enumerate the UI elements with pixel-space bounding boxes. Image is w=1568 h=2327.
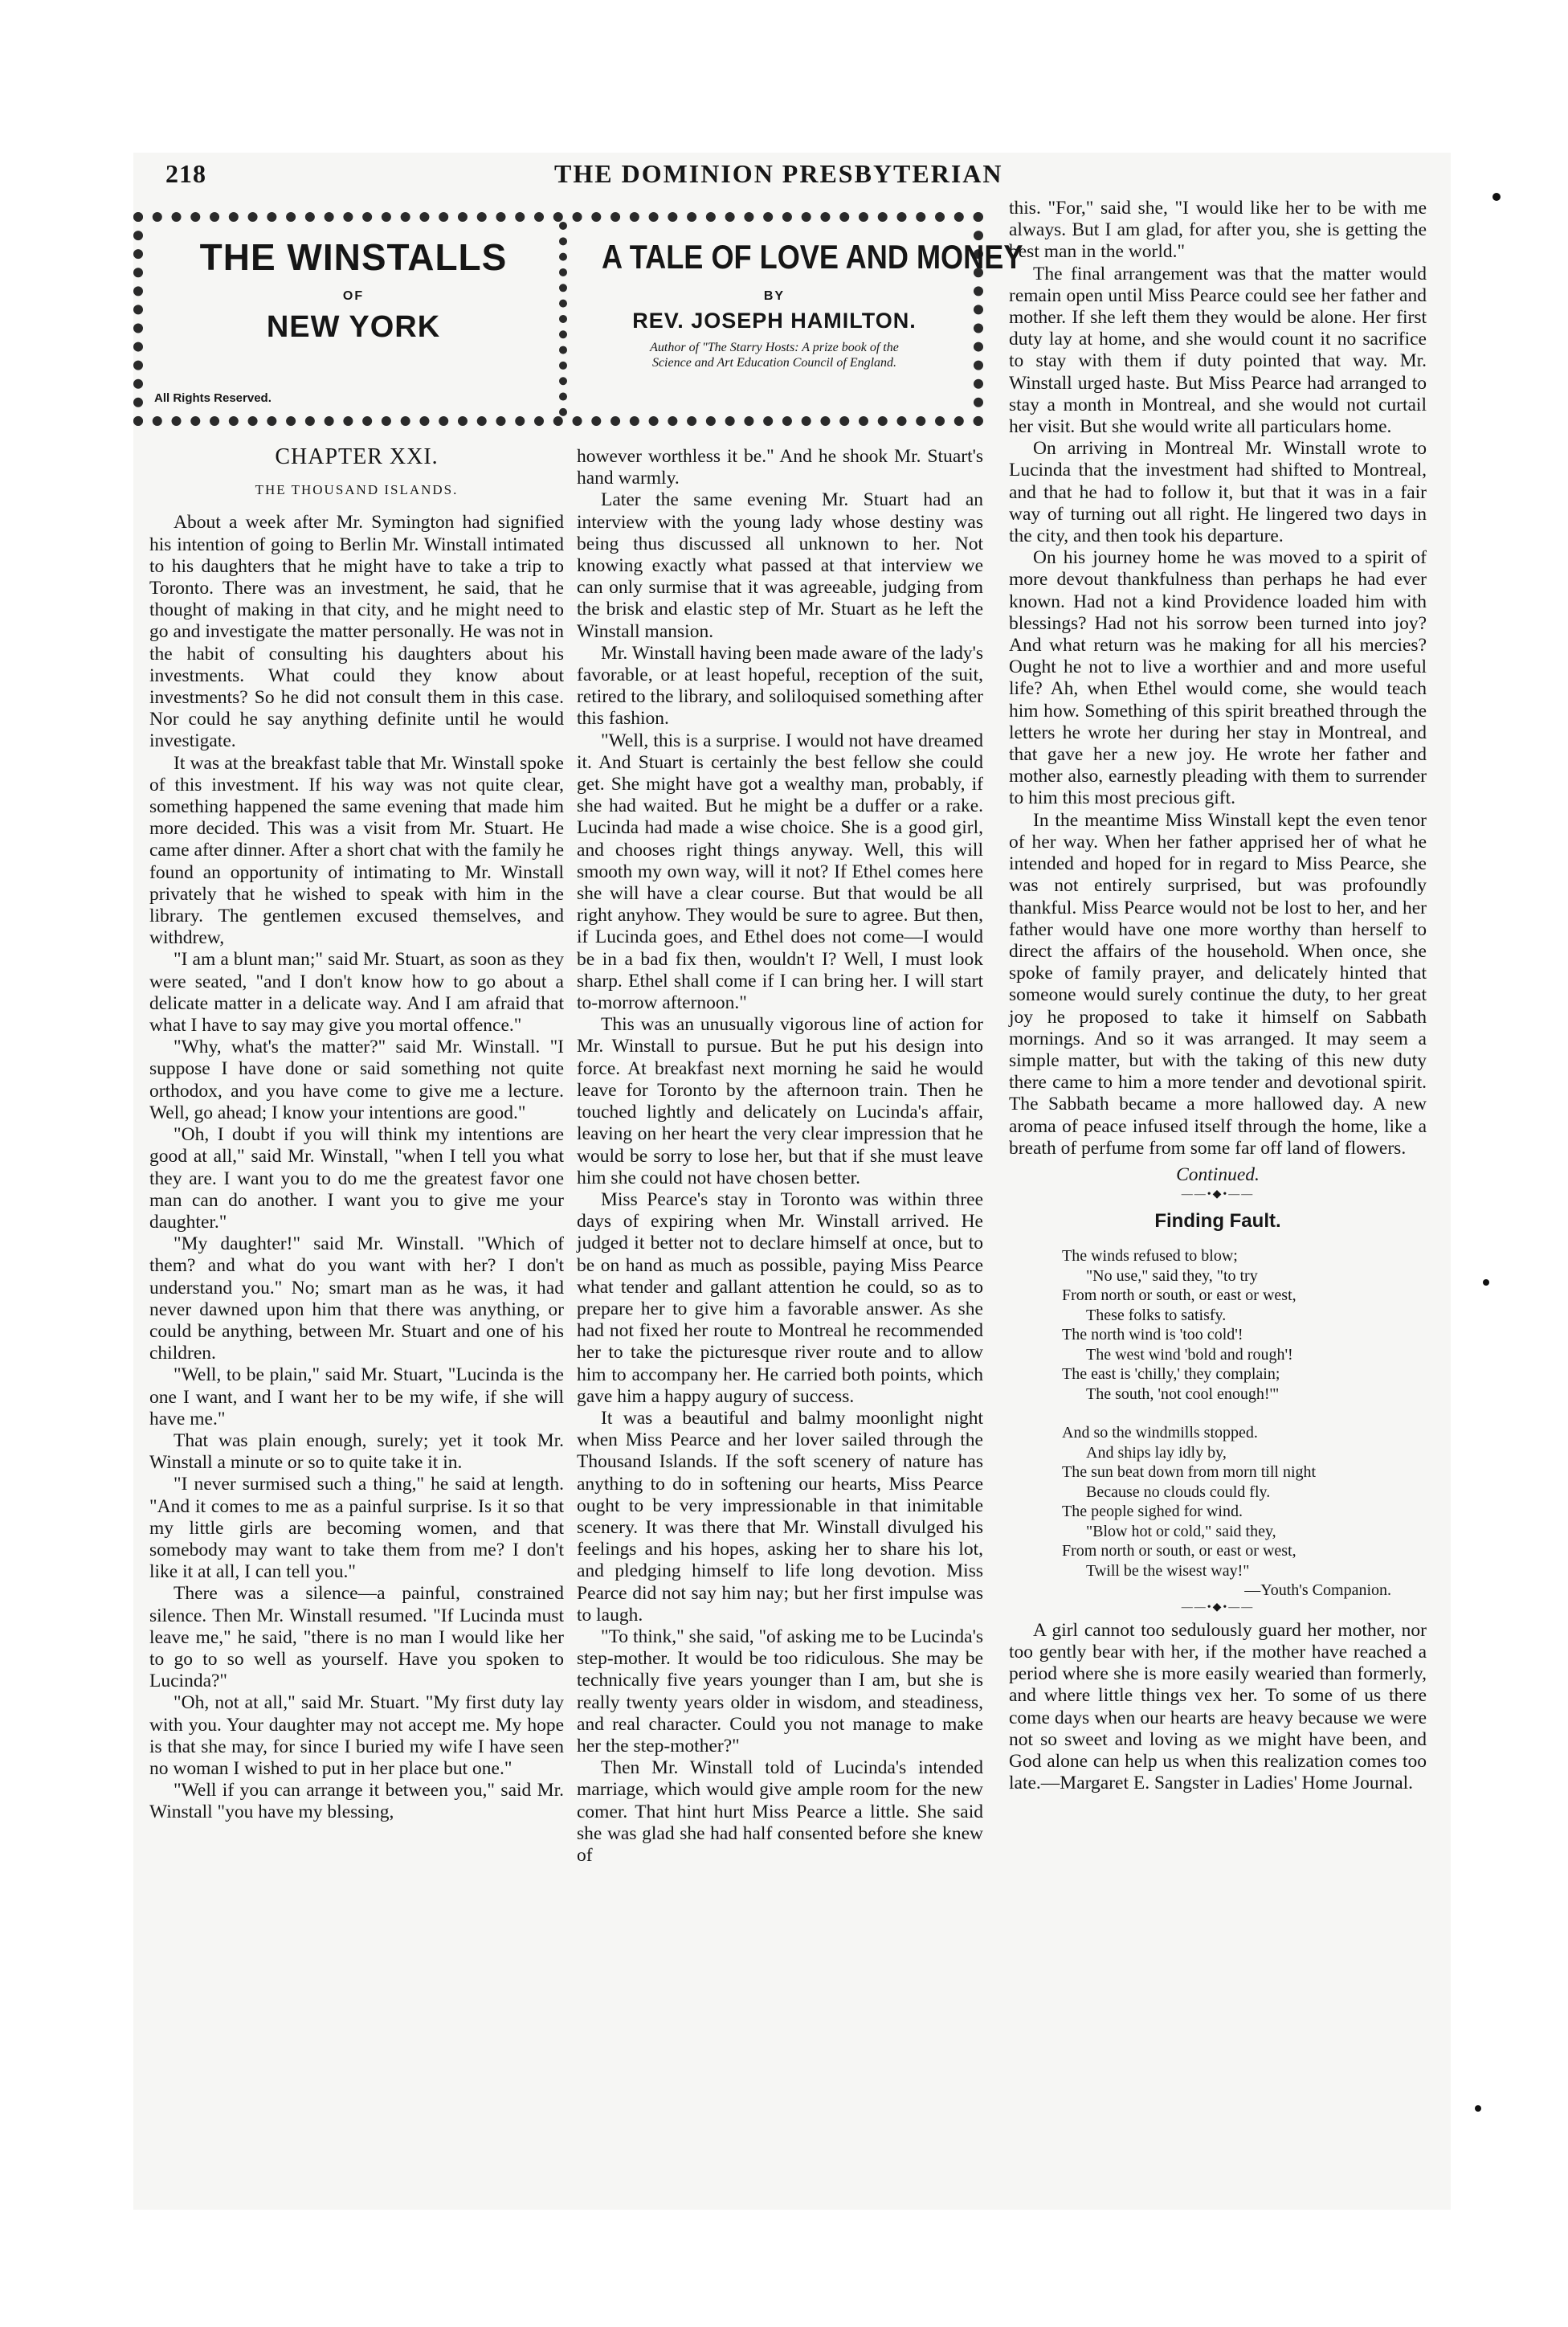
- poem-line: The people sighed for wind.: [1062, 1503, 1243, 1521]
- banner-credit-line: Author of "The Starry Hosts: A prize book of the: [650, 341, 899, 354]
- poem-line: The west wind 'bold and rough'!: [1086, 1345, 1293, 1364]
- paragraph: this. "For," said she, "I would like her to be with me always. But I am glad, for after you, she is getting the best man in the world.": [1009, 198, 1427, 263]
- poem-line: The south, 'not cool enough!'": [1086, 1384, 1280, 1403]
- paragraph: "Oh, I doubt if you will think my intentions are good at all," said Mr. Winstall, "when I tell you what they are. I want you to do me the greatest favor one man can do another. I want you to give me your daughter.": [149, 1124, 564, 1233]
- paragraph: "Oh, not at all," said Mr. Stuart. "My first duty lay with you. Your daughter may not accept me. My hope is that she may, for since I buried my wife I have seen no woman I wished to put in her place but one.": [149, 1692, 564, 1779]
- paragraph: "Well, to be plain," said Mr. Stuart, "Lucinda is the one I want, and I want her to be my wife, if she will have me.": [149, 1364, 564, 1429]
- banner-of: OF: [342, 289, 365, 303]
- poem-credit: —Youth's Companion.: [1244, 1581, 1391, 1600]
- paragraph: It was a beautiful and balmy moonlight night when Miss Pearce and her lover sailed through the Thousand Islands. If the soft scenery of nature has anything to do in softening our hearts, Miss Pearce ought to be very impressionable in that inimitable scenery. It was there that Mr. Winstall divulged his feelings and his hopes, asking her to share his lot, and pledging himself to life long devotion. Miss Pearce did not say him nay; but her first impulse was to laugh.: [577, 1407, 983, 1626]
- paragraph: "Why, what's the matter?" said Mr. Winstall. "I suppose I have done or said something not quite orthodox, and you have come to give me a lecture. Well, go ahead; I know your intentions are good.": [149, 1037, 564, 1123]
- paragraph: Then Mr. Winstall told of Lucinda's intended marriage, which would give ample room for the new comer. That hint hurt Miss Pearce a little. She said she was glad she had half consented before she knew of: [577, 1757, 983, 1866]
- paragraph: There was a silence—a painful, constrained silence. Then Mr. Winstall resumed. "If Lucinda must leave me," he said, "there is no man I would like her to go to so well as yourself. Have you spoken to Lucinda?": [149, 1583, 564, 1692]
- ornament-divider: ——•◆•——: [1181, 1601, 1255, 1613]
- banner-title: THE WINSTALLS: [199, 236, 508, 278]
- banner-rights: All Rights Reserved.: [154, 391, 272, 405]
- banner-credit: [574, 340, 975, 370]
- paragraph: "I am a blunt man;" said Mr. Stuart, as soon as they were seated, "and I don't know how to go about a delicate matter in a delicate way. And I am afraid that what I have to say may give you mortal offence.": [149, 949, 564, 1037]
- poem-line: Twill be the wisest way!": [1086, 1561, 1250, 1580]
- poem-line: The winds refused to blow;: [1062, 1247, 1238, 1266]
- banner-subtitle: NEW YORK: [266, 310, 441, 344]
- print-speck: [1492, 193, 1501, 201]
- paragraph: however worthless it be." And he shook Mr. Stuart's hand warmly.: [577, 446, 983, 489]
- print-speck: [1475, 2105, 1481, 2112]
- paragraph: The final arrangement was that the matter would remain open until Miss Pearce could see her father and mother. If she left them they would be alone. Her first duty lay at home, and she would count it no sacrifice to stay with them if duty pointed that way. Mr. Winstall urged haste. But Miss Pearce had arranged to stay a month in Montreal, and she would not curtail her visit. But she would write all particulars home.: [1009, 263, 1427, 438]
- paragraph: A girl cannot too sedulously guard her mother, nor too gently bear with her, if the mother have reached a period where she is more easily wearied than formerly, and where little things vex her. To some of us there come days when our hearts are heavy because we were not so sweet and loving as we might have been, and God alone can help us when this realization comes too late.—Margaret E. Sangster in Ladies' Home Journal.: [1009, 1619, 1427, 1794]
- banner-by: BY: [763, 289, 786, 303]
- continued-note: Continued.: [1176, 1164, 1260, 1185]
- paragraph: "Well if you can arrange it between you," said Mr. Winstall "you have my blessing,: [149, 1780, 564, 1823]
- print-speck: [1483, 1279, 1489, 1286]
- paragraph: In the meantime Miss Winstall kept the even tenor of her way. When her father apprised her of what he intended and hoped for in regard to Miss Pearce, she was not entirely surprised, but was profoundly thankful. Miss Pearce would not be lost to her, and her father would have one more worthy than herself to direct the affairs of the household. When once, she spoke of family prayer, and delicately hinted that someone would surely continue the duty, to her great joy he proposed to take it himself on Sabbath mornings. And so it was arranged. It may seem a simple matter, but with the taking of this new duty there came to him a more tender and devotional spirit. The Sabbath became a more hallowed day. A new aroma of peace infused itself through the home, like a breath of perfume from some far off land of flowers.: [1009, 809, 1427, 1159]
- paragraph: That was plain enough, surely; yet it took Mr. Winstall a minute or so to quite take it in.: [149, 1429, 564, 1474]
- poem-line: The east is 'chilly,' they complain;: [1062, 1365, 1280, 1384]
- banner-tagline: A TALE OF LOVE AND MONEY: [602, 238, 1023, 276]
- banner-credit-line: Science and Art Education Council of England.: [651, 356, 897, 370]
- column-1: [149, 446, 564, 1824]
- banner-byline-block: [574, 236, 1023, 370]
- paragraph: "I never surmised such a thing," he said at length. "And it comes to me as a painful surprise. Is it so that my little girls are becoming women, and that somebody may want to take them from me? I don't like it at all, I can tell you.": [149, 1474, 564, 1583]
- banner-title-block: [154, 236, 553, 345]
- paragraph: Mr. Winstall having been made aware of the lady's favorable, or at least hopeful, reception of the suit, retired to the library, and soliloquised something after this fashion.: [577, 642, 983, 730]
- poem-line: The north wind is 'too cold'!: [1062, 1326, 1243, 1344]
- column-2: [577, 446, 983, 1867]
- poem-line: These folks to satisfy.: [1086, 1306, 1227, 1324]
- poem-line: From north or south, or east or west,: [1062, 1542, 1296, 1560]
- paragraph: On his journey home he was moved to a spirit of more devout thankfulness than perhaps he had ever known. Had not a kind Providence loaded him with blessings? Had not his sorrow been turned into joy? And what return was he making for all his mercies? Ought he not to live a worthier and and more useful life? Ah, when Ethel would come, she would teach him how. Something of this spirit breathed through the letters he wrote her during her stay in Montreal, and that gave her a new joy. He wrote her father and mother also, earnestly pleading with them to surrender to him this most precious gift.: [1009, 547, 1427, 809]
- paragraph: "Well, this is a surprise. I would not have dreamed it. And Stuart is certainly the best fellow she could get. She might have got a wealthy man, probably, if she had waited. But he might be a duffer or a rake. Lucinda had made a wise choice. She is a good girl, and chooses right things anyway. Well, this will smooth my own way, will it not? If Ethel comes here she will have a clear course. But that would be all right anyhow. They would be sure to agree. But then, if Lucinda goes, and Ethel does not come—I would be in a bad fix then, wouldn't I? Well, I must look sharp. Ethel shall come if I can bring her. I will start to-morrow afternoon.": [577, 730, 983, 1014]
- poem-line: And ships lay idly by,: [1086, 1443, 1227, 1462]
- poem-line: The sun beat down from morn till night: [1062, 1463, 1317, 1482]
- paragraph: "My daughter!" said Mr. Winstall. "Which of them? and what do you want with her? I don't understand you." No; smart man as he was, it had never dawned upon him that there was anything, or could be anything, between Mr. Stuart and one of his children.: [149, 1233, 564, 1364]
- paragraph: Later the same evening Mr. Stuart had an interview with the young lady whose destiny was being thus discussed all unknown to her. Not knowing exactly what passed at that interview we can only surmise that it was agreeable, judging from the brisk and elastic step of Mr. Stuart as he left the Winstall mansion.: [577, 489, 983, 642]
- page-number: 218: [165, 159, 206, 188]
- paragraph: This was an unusually vigorous line of action for Mr. Winstall to pursue. But he put his design into force. At breakfast next morning he said he would leave for Toronto by the afternoon train. Then he touched lightly and delicately on Lucinda's affair, leaving on her heart the very clear impression that he would be sorry to lose her, but that if she must leave him she could not have chosen better.: [577, 1014, 983, 1188]
- poem-line: Because no clouds could fly.: [1086, 1482, 1271, 1501]
- ornament-divider: ——•◆•——: [1181, 1188, 1255, 1201]
- banner-divider: [559, 222, 567, 416]
- poem-line: "Blow hot or cold," said they,: [1086, 1522, 1276, 1540]
- poem-line: And so the windmills stopped.: [1062, 1424, 1258, 1442]
- chapter-heading: CHAPTER XXI.: [275, 444, 439, 469]
- paragraph: "To think," she said, "of asking me to be Lucinda's step-mother. It would be too ridiculous. She may be technically five years younger than I am, but she is really twenty years older in wisdom, and steadiness, and real character. Could you not manage to make her the step-mother?": [577, 1626, 983, 1756]
- poem-title: Finding Fault.: [1154, 1210, 1281, 1233]
- poem-line: From north or south, or east or west,: [1062, 1286, 1296, 1305]
- paragraph: About a week after Mr. Symington had signified his intention of going to Berlin Mr. Winstall intimated to his daughters that he might have to take a trip to Toronto. There was an investment, he said, that he thought of making in that city, and he might need to go and investigate the matter personally. He was not in the habit of consulting his daughters about his investments. What could they know about investments? So he did not consult them in this case. Nor could he say anything definite until he would investigate.: [149, 512, 564, 752]
- paragraph: On arriving in Montreal Mr. Winstall wrote to Lucinda that the investment had shifted to Montreal, and that he had to follow it, but that it was in a fair way of turning out all right. He lingered two days in the city, and then took his departure.: [1009, 438, 1427, 547]
- chapter-subtitle: THE THOUSAND ISLANDS.: [255, 482, 459, 498]
- serial-banner: [133, 212, 1023, 426]
- running-head: THE DOMINION PRESBYTERIAN: [554, 159, 1003, 188]
- paragraph: Miss Pearce's stay in Toronto was within three days of expiring when Mr. Winstall arrived. He judged it better not to declare himself at once, but to be on hand as much as possible, paying Miss Pearce what tender and gallant attention he could, so as to prepare her to give him a favorable answer. As she had not fixed her route to Montreal he recommended her to take the picturesque river route and to allow him to accompany her. He carried both points, which gave him a happy augury of success.: [577, 1188, 983, 1407]
- poem: [1009, 1246, 1427, 1601]
- paragraph: It was at the breakfast table that Mr. Winstall spoke of this investment. If his way was not quite clear, something happened the same evening that made him more decided. This was a visit from Mr. Stuart. He came after dinner. After a short chat with the family he found an opportunity of intimating to Mr. Winstall privately that he wished to speak with him in the library. The gentlemen excused themselves, and withdrew,: [149, 752, 564, 949]
- banner-author: REV. JOSEPH HAMILTON.: [632, 309, 917, 333]
- column-3: [1009, 198, 1427, 1794]
- poem-line: "No use," said they, "to try: [1086, 1266, 1258, 1285]
